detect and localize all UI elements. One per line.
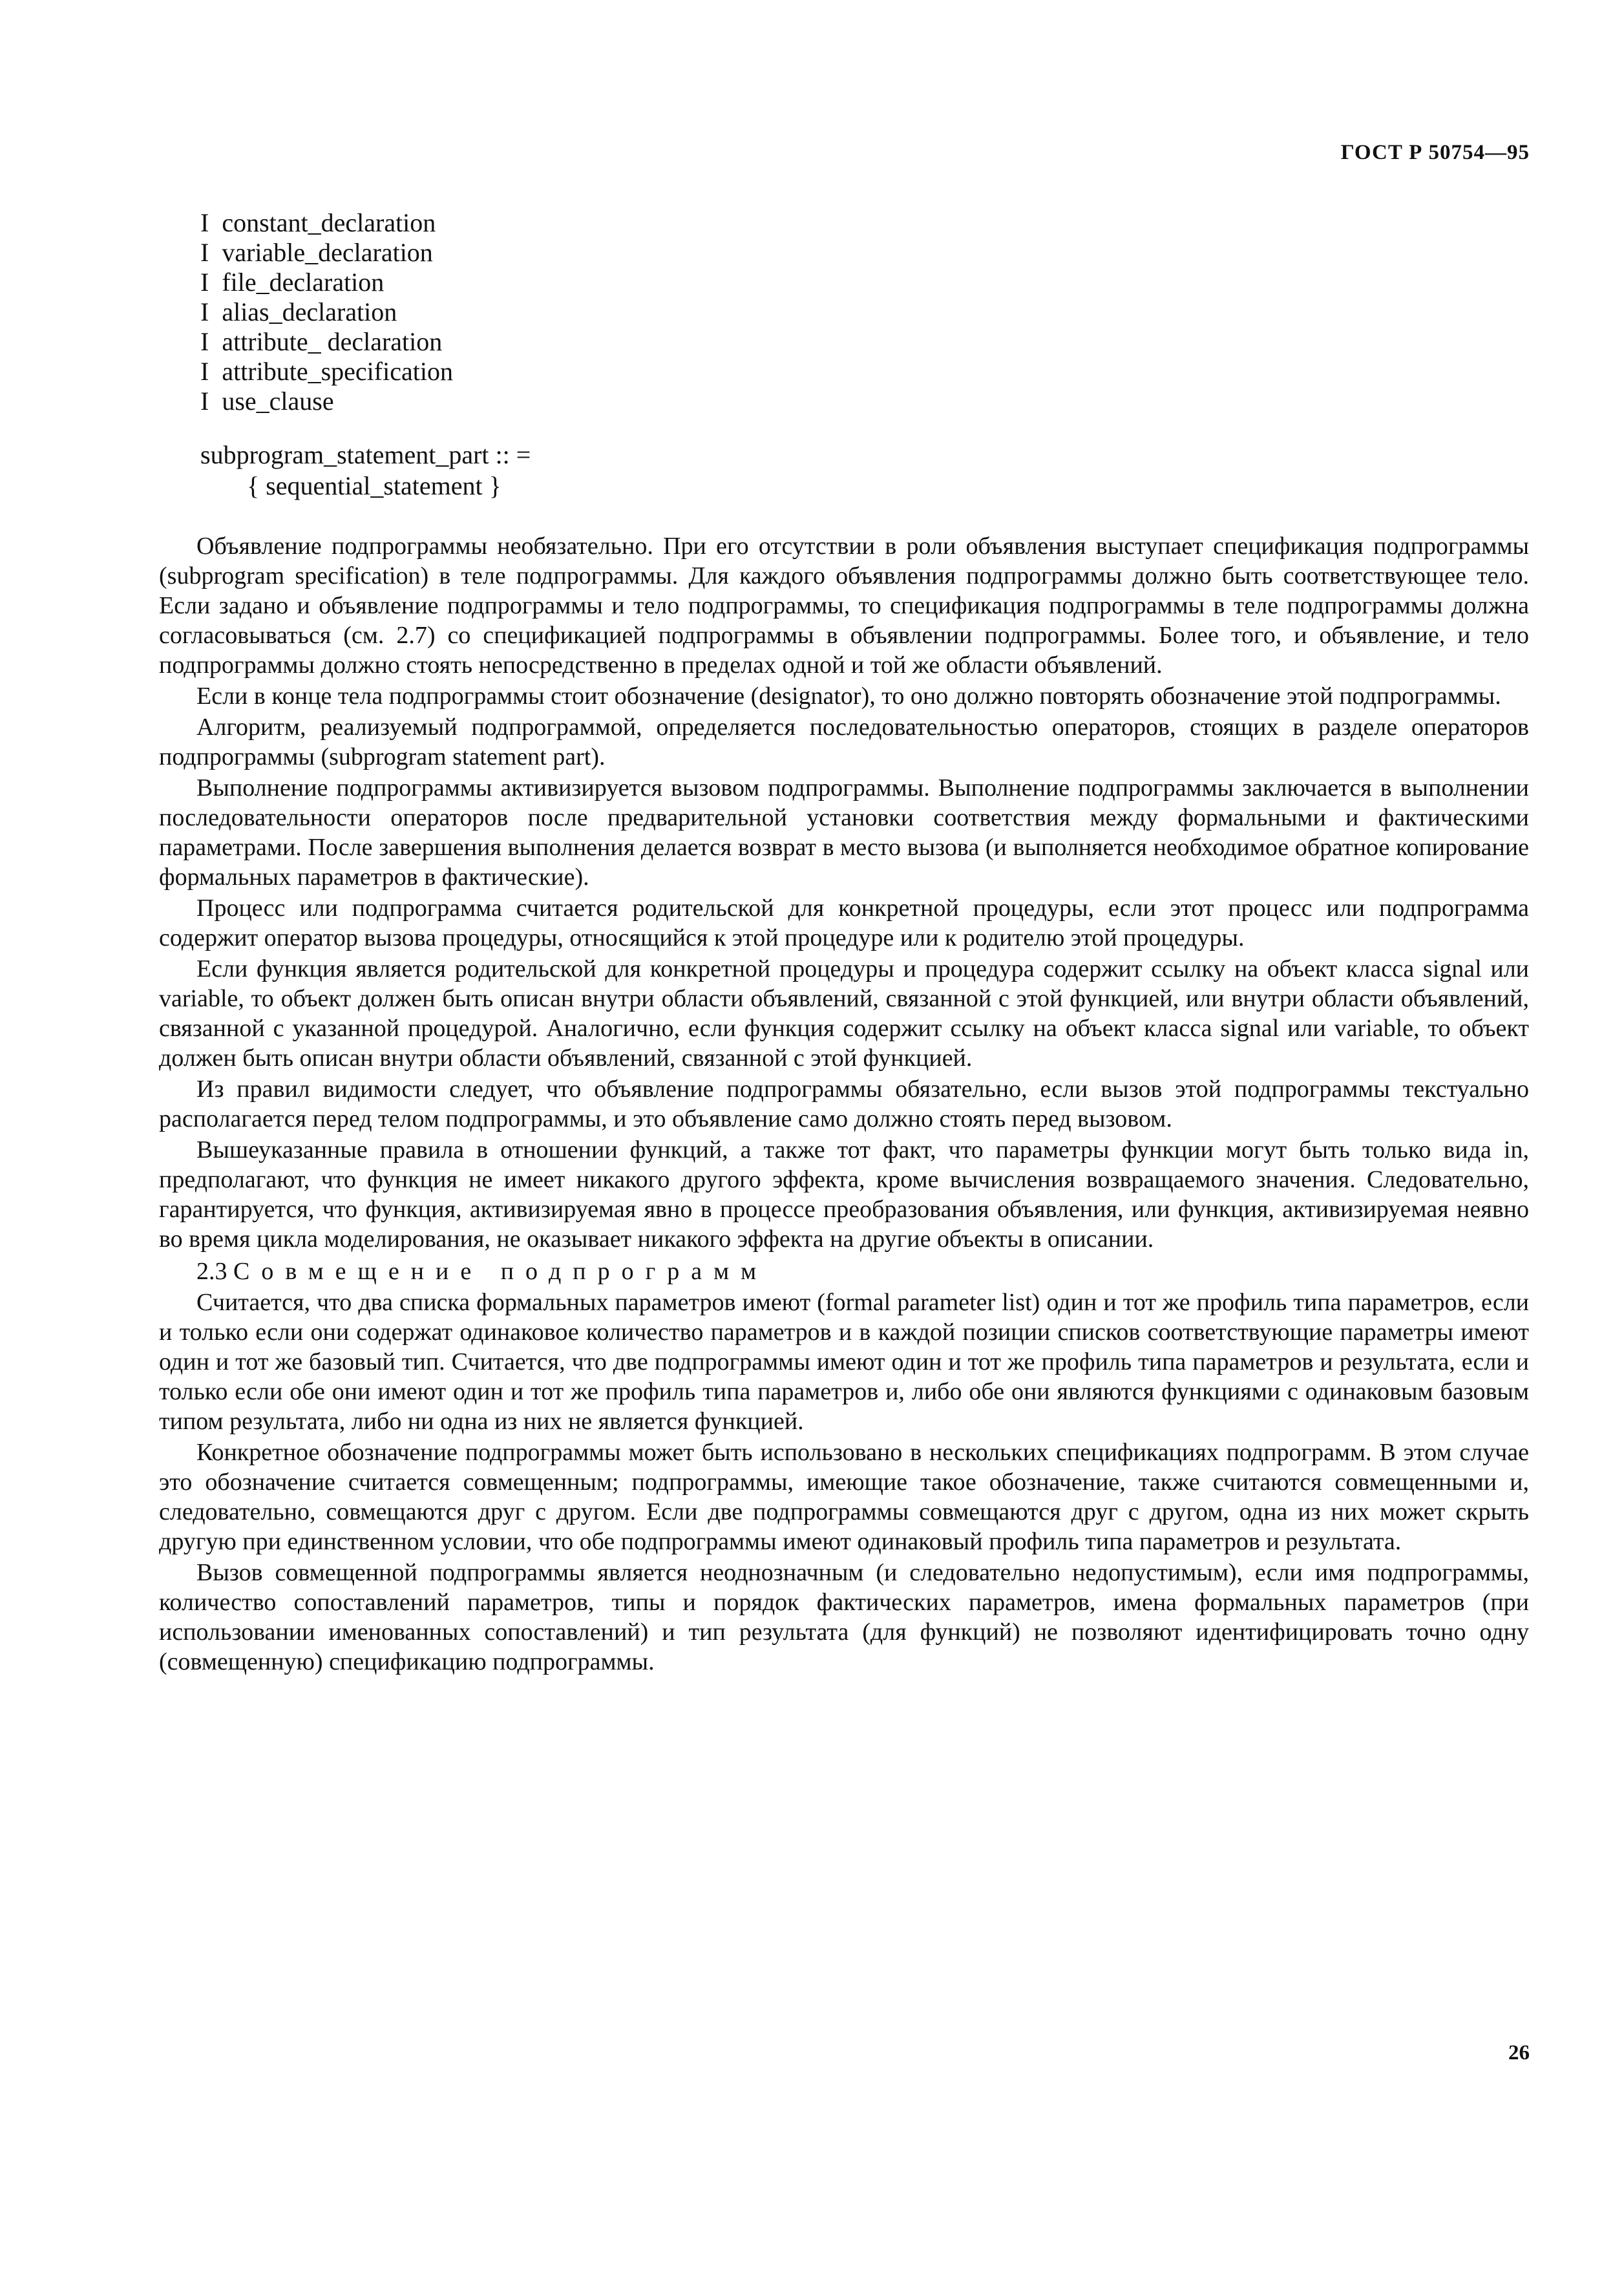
paragraph: Конкретное обозначение подпрограммы может быть использовано в нескольких спецификациях подпрограмм. В этом случае это обозначение считается совмещенным; подпрограммы, имеющие такое обозначение, также считаются совмещенными и, следовательно, совмещаются друг с другом. Если две подпрограммы совмещаются друг с другом, одна из них может скрыть другую при единственном условии, что обе подпрограммы имеют одинаковый профиль типа параметров и результата. [159, 1439, 1529, 1555]
grammar-line: I file_declaration [200, 268, 385, 297]
grammar-line: I variable_declaration [200, 238, 433, 267]
page-number: 26 [1508, 2041, 1530, 2064]
grammar-line: I constant_declaration [200, 208, 436, 237]
production-lhs: subprogram_statement_part :: = [200, 440, 531, 469]
paragraph: Вышеуказанные правила в отношении функций, а также тот факт, что параметры функции могут быть только вида in, предполагают, что функция не имеет никакого другого эффекта, кроме вычисления возвращаемого значения. Следовательно, гарантируется, что функция, активизируемая явно в процессе преобразования объявления, или функция, активизируемая неявно во время цикла моделирования, не оказывает никакого эффекта на другие объекты в описании. [159, 1136, 1529, 1253]
production-rhs: { sequential_statement } [247, 471, 501, 500]
paragraph: Алгоритм, реализуемый подпрограммой, определяется последовательностью операторов, стоящих в разделе операторов подпрограммы (subprogram statement part). [159, 714, 1529, 770]
paragraph: Объявление подпрограммы необязательно. При его отсутствии в роли объявления выступает спецификация подпрограммы (subprogram specification) в теле подпрограммы. Для каждого объявления подпрограммы должно быть соответствующее тело. Если задано и объявление подпрограммы и тело подпрограммы, то спецификация подпрограммы в теле подпрограммы должна согласовываться (см. 2.7) со спецификацией подпрограммы в объявлении подпрограммы. Более того, и объявление, и тело подпрограммы должно стоять непосредственно в пределах одной и той же области объявлений. [159, 533, 1529, 679]
paragraph: Процесс или подпрограмма считается родительской для конкретной процедуры, если этот процесс или подпрограмма содержит оператор вызова процедуры, относящийся к этой процедуре или к родителю этой процедуры. [159, 895, 1529, 951]
grammar-line: I use_clause [200, 387, 334, 416]
paragraph: Если в конце тела подпрограммы стоит обозначение (designator), то оно должно повторять обозначение этой подпрограммы. [196, 683, 1501, 710]
grammar-line: I attribute_specification [200, 357, 453, 386]
paragraph: Выполнение подпрограммы активизируется вызовом подпрограммы. Выполнение подпрограммы заключается в выполнении последовательности операторов после предварительной установки соответствия между формальными и фактическими параметрами. После завершения выполнения делается возврат в место вызова (и выполняется необходимое обратное копирование формальных параметров в фактические). [159, 774, 1529, 891]
paragraph: Из правил видимости следует, что объявление подпрограммы обязательно, если вызов этой подпрограммы текстуально располагается перед телом подпрограммы, и это объявление само должно стоять перед вызовом. [159, 1076, 1529, 1132]
grammar-production [200, 440, 531, 502]
paragraph: Если функция является родительской для конкретной процедуры и процедура содержит ссылку на объект класса signal или variable, то объект должен быть описан внутри области объявлений, связанной с этой функцией, или внутри области объявлений, связанной с указанной процедурой. Аналогично, если функция содержит ссылку на объект класса signal или variable, то объект должен быть описан внутри области объявлений, связанной с этой функцией. [159, 955, 1529, 1072]
paragraph: Вызов совмещенной подпрограммы является неоднозначным (и следовательно недопустимым), если имя подпрограммы, количество сопоставлений параметров, типы и порядок фактических параметров, имена формальных параметров (при использовании именованных сопоставлений) и тип результата (для функций) не позволяют идентифицировать точно одну (совмещенную) спецификацию подпрограммы. [159, 1559, 1529, 1675]
paragraph: Считается, что два списка формальных параметров имеют (formal parameter list) один и тот же профиль типа параметров, если и только если они содержат одинаковое количество параметров и в каждой позиции списков соответствующие параметры имеют один и тот же базовый тип. Считается, что две подпрограммы имеют один и тот же профиль типа параметров и результата, если и только если обе они имеют один и тот же профиль типа параметров и, либо обе они являются функциями с одинаковым базовым типом результата, либо ни одна из них не является функцией. [159, 1289, 1529, 1435]
document-body [159, 531, 1529, 1678]
grammar-alternatives [200, 208, 453, 416]
section-title: Совмещение подпрограмм [233, 1258, 768, 1285]
section-number: 2.3 [196, 1258, 227, 1285]
grammar-line: I alias_declaration [200, 297, 397, 326]
section-heading [159, 1257, 1529, 1286]
document-header: ГОСТ Р 50754—95 [1340, 141, 1530, 164]
grammar-line: I attribute_ declaration [200, 327, 443, 356]
